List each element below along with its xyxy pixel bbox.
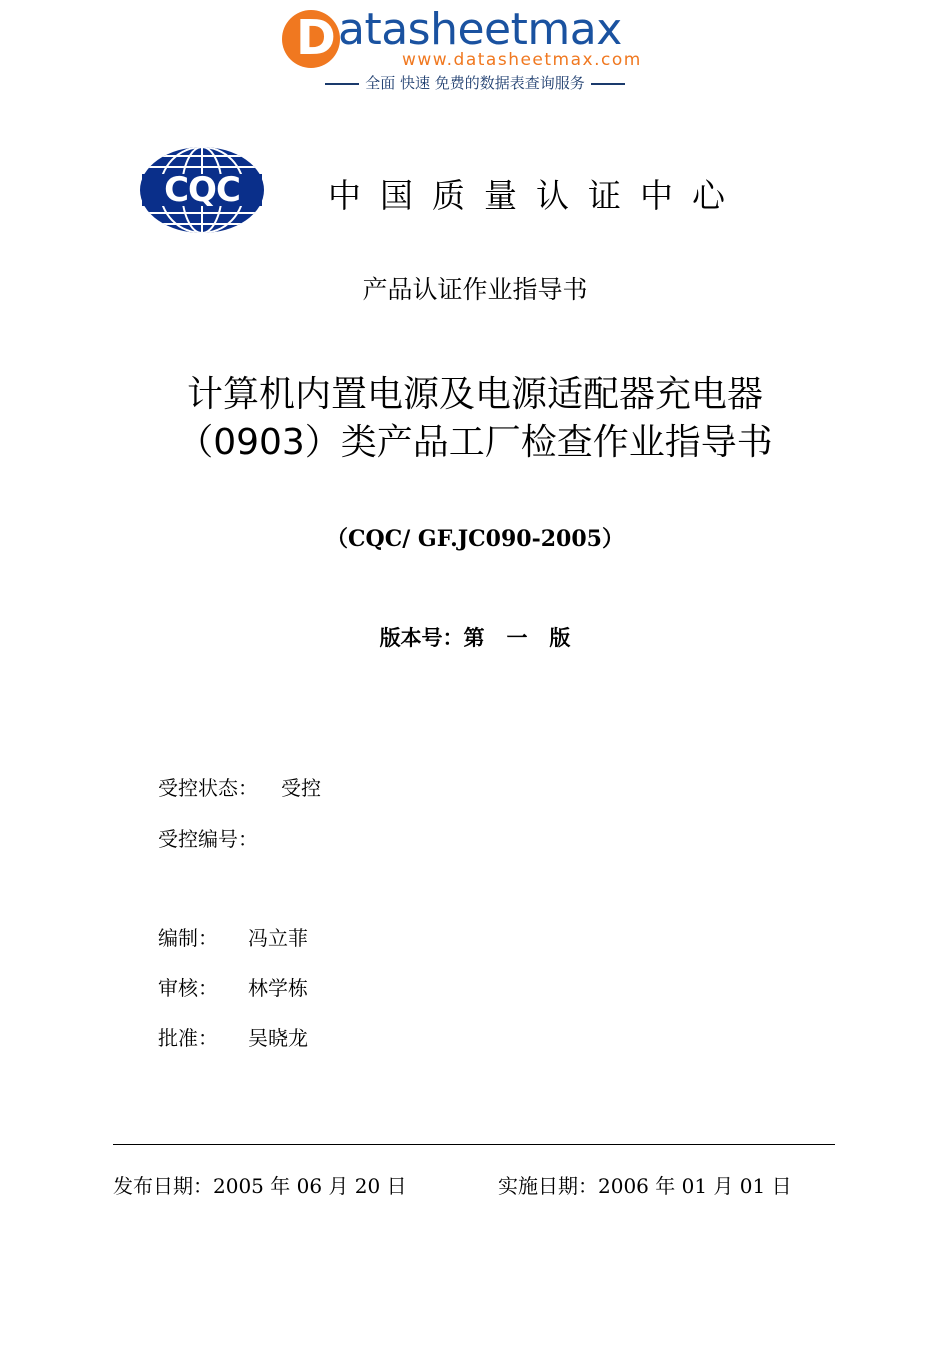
footer-divider [113, 1144, 835, 1145]
logo-url: www.datasheetmax.com [402, 50, 642, 70]
document-title-line-2: （0903）类产品工厂检查作业指导书 [177, 422, 773, 463]
logo-wordmark: atasheetmax [338, 4, 622, 55]
document-code: （CQC/ GF.JC090-2005） [326, 526, 624, 552]
publish-date: 发布日期：2005 年 06 月 20 日 [113, 1174, 407, 1198]
tagline-rule-left [325, 83, 359, 85]
control-status-value: 受控 [281, 776, 321, 800]
compiled-by-label: 编制： [158, 926, 218, 950]
approved-by-label: 批准： [158, 1026, 218, 1050]
compiled-by-value: 冯立菲 [248, 926, 308, 950]
datasheetmax-logo [282, 4, 672, 98]
cqc-seal-icon [138, 145, 266, 235]
tagline-text: 全面 快速 免费的数据表查询服务 [365, 74, 585, 92]
reviewed-by-value: 林学栋 [248, 976, 308, 1000]
control-number-label: 受控编号： [158, 827, 258, 851]
version-number: 版本号：第 一 版 [379, 625, 571, 650]
effective-date: 实施日期：2006 年 01 月 01 日 [498, 1174, 792, 1198]
document-title-line-1: 计算机内置电源及电源适配器充电器 [186, 374, 763, 415]
logo-mark [282, 10, 340, 68]
control-status-label: 受控状态： [158, 776, 258, 800]
organization-name: 中国质量认证中心 [328, 176, 744, 215]
logo-tagline [290, 72, 660, 93]
approved-by-value: 吴晓龙 [248, 1026, 308, 1050]
tagline-rule-right [591, 83, 625, 85]
document-type: 产品认证作业指导书 [362, 275, 588, 304]
logo-initial: D [296, 10, 336, 66]
seal-text: CQC [164, 170, 240, 210]
reviewed-by-label: 审核： [158, 976, 218, 1000]
